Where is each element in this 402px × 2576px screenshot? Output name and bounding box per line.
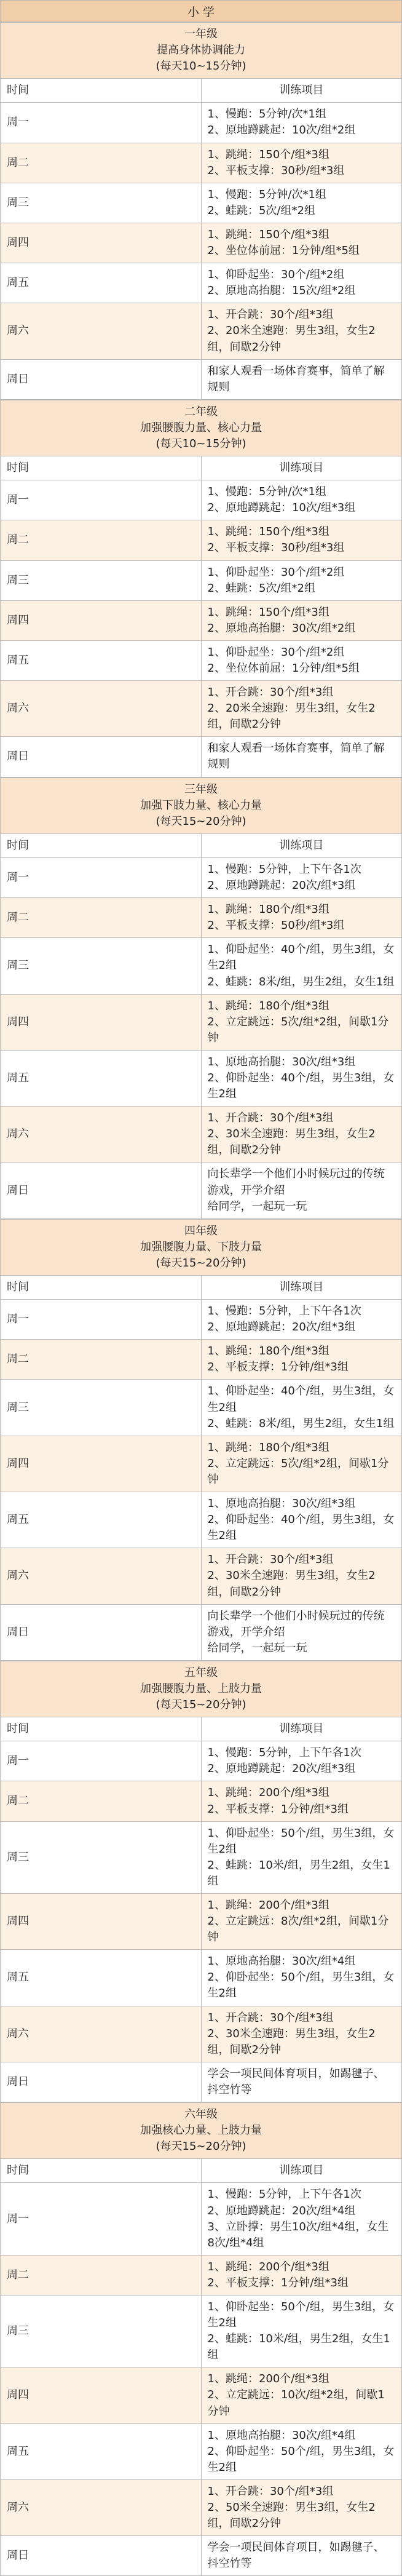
day-label: 周四 bbox=[1, 2367, 202, 2423]
grade-header-row bbox=[1, 23, 402, 79]
column-header-items: 训练项目 bbox=[201, 833, 402, 857]
day-label: 周二 bbox=[1, 1781, 202, 1821]
training-items bbox=[201, 520, 402, 560]
training-items bbox=[201, 560, 402, 600]
training-items bbox=[201, 1163, 402, 1218]
day-label: 周日 bbox=[1, 1604, 202, 1660]
training-item: 2、仰卧起坐：50个/组，男生3组，女生2组 bbox=[207, 2444, 395, 2474]
training-item: 学会一项民间体育项目，如踢毽子、抖空竹等 bbox=[207, 2541, 385, 2570]
training-item: 1、慢跑：5分钟/次*1组 bbox=[207, 188, 326, 201]
grade-table bbox=[0, 1219, 402, 1661]
grade-duration: (每天15~20分钟) bbox=[156, 1698, 246, 1712]
grade-header-row bbox=[1, 777, 402, 833]
table-row bbox=[1, 1300, 402, 1340]
training-item: 2、坐位体前屈：1分钟/组*5组 bbox=[207, 244, 360, 258]
day-label: 周四 bbox=[1, 994, 202, 1050]
table-row bbox=[1, 1548, 402, 1604]
training-item: 2、仰卧起坐：40个/组，男生3组，女生2组 bbox=[207, 1071, 395, 1101]
training-items bbox=[201, 857, 402, 897]
training-items bbox=[201, 263, 402, 303]
day-label: 周六 bbox=[1, 1548, 202, 1604]
training-item: 1、仰卧起坐：30个/组*2组 bbox=[207, 565, 345, 579]
training-item: 2、原地高抬腿：30次/组*2组 bbox=[207, 621, 356, 635]
training-items bbox=[201, 640, 402, 680]
training-items bbox=[201, 1604, 402, 1660]
training-items bbox=[201, 2479, 402, 2535]
training-item: 向长辈学一个他们小时候玩过的传统游戏，开学介绍 bbox=[207, 1609, 385, 1639]
day-label: 周五 bbox=[1, 640, 202, 680]
training-items bbox=[201, 303, 402, 359]
training-items bbox=[201, 223, 402, 263]
table-row bbox=[1, 1436, 402, 1492]
grade-focus: 提高身体协调能力 bbox=[157, 44, 245, 57]
training-item: 2、原地高抬腿：15次/组*2组 bbox=[207, 284, 356, 298]
column-header-items: 训练项目 bbox=[201, 1717, 402, 1741]
grade-table bbox=[0, 2102, 402, 2576]
table-row bbox=[1, 1950, 402, 2006]
day-label: 周日 bbox=[1, 737, 202, 777]
column-header-items: 训练项目 bbox=[201, 2159, 402, 2183]
grade-table bbox=[0, 400, 402, 777]
table-row bbox=[1, 223, 402, 263]
grade-header bbox=[1, 777, 402, 833]
day-label: 周三 bbox=[1, 938, 202, 994]
training-item: 1、跳绳：180个/组*3组 bbox=[207, 1345, 329, 1358]
day-label: 周一 bbox=[1, 857, 202, 897]
column-header-day: 时间 bbox=[1, 79, 202, 103]
column-header-day: 时间 bbox=[1, 833, 202, 857]
day-label: 周三 bbox=[1, 560, 202, 600]
training-item: 1、仰卧起坐：50个/组，男生3组，女生2组 bbox=[207, 2300, 395, 2330]
training-item: 1、跳绳：150个/组*3组 bbox=[207, 148, 329, 161]
training-items bbox=[201, 2255, 402, 2295]
grade-duration: (每天15~20分钟) bbox=[156, 2140, 246, 2153]
training-item: 1、跳绳：150个/组*3组 bbox=[207, 525, 329, 539]
training-item: 2、平板支撑：1分钟/组*3组 bbox=[207, 1802, 349, 1816]
grade-title: 六年级 bbox=[184, 2108, 218, 2121]
table-row bbox=[1, 1894, 402, 1950]
table-row bbox=[1, 2479, 402, 2535]
day-label: 周日 bbox=[1, 2062, 202, 2102]
table-row bbox=[1, 898, 402, 938]
training-item: 向长辈学一个他们小时候玩过的传统游戏，开学介绍 bbox=[207, 1167, 385, 1197]
grade-table bbox=[0, 777, 402, 1219]
day-label: 周五 bbox=[1, 1950, 202, 2006]
table-row bbox=[1, 2295, 402, 2367]
day-label: 周六 bbox=[1, 303, 202, 359]
grade-table bbox=[0, 1661, 402, 2102]
training-item: 1、开合跳：30个/组*3组 bbox=[207, 2011, 334, 2024]
grade-duration: (每天15~20分钟) bbox=[156, 814, 246, 828]
day-label: 周一 bbox=[1, 1741, 202, 1781]
day-label: 周五 bbox=[1, 1050, 202, 1106]
training-items bbox=[201, 1548, 402, 1604]
training-item: 和家人观看一场体育赛事，简单了解规则 bbox=[207, 364, 385, 394]
training-item: 2、原地蹲跳起：10次/组*2组 bbox=[207, 124, 356, 137]
table-row bbox=[1, 1821, 402, 1893]
training-item: 1、仰卧起坐：40个/组，男生3组，女生2组 bbox=[207, 1385, 395, 1414]
day-label: 周一 bbox=[1, 103, 202, 143]
grade-header-row bbox=[1, 2103, 402, 2159]
training-items bbox=[201, 2367, 402, 2423]
training-item: 2、50米全速跑：男生3组，女生2组，间歇2分钟 bbox=[207, 2501, 376, 2530]
table-row bbox=[1, 737, 402, 777]
training-item: 1、跳绳：200个/组*3组 bbox=[207, 1786, 329, 1800]
training-item: 1、跳绳：150个/组*3组 bbox=[207, 605, 329, 619]
training-items bbox=[201, 737, 402, 777]
training-item: 2、平板支撑：1分钟/组*3组 bbox=[207, 1361, 349, 1374]
training-item: 2、30米全速跑：男生3组，女生2组，间歇2分钟 bbox=[207, 1127, 376, 1157]
training-item: 2、蛙跳：8米/组，男生2组，女生1组 bbox=[207, 975, 395, 988]
training-item: 2、平板支撑：30秒/组*3组 bbox=[207, 164, 345, 177]
day-label: 周二 bbox=[1, 1340, 202, 1380]
table-row bbox=[1, 681, 402, 737]
training-item: 2、蛙跳：10米/组，男生2组，女生1组 bbox=[207, 1858, 390, 1888]
grade-title: 五年级 bbox=[184, 1666, 218, 1679]
grade-focus: 加强下肢力量、核心力量 bbox=[140, 798, 262, 812]
training-item: 2、平板支撑：50秒/组*3组 bbox=[207, 919, 345, 932]
grade-title: 四年级 bbox=[184, 1224, 218, 1238]
column-header-items: 训练项目 bbox=[201, 1276, 402, 1300]
grade-focus: 加强腰腹力量、上肢力量 bbox=[140, 1682, 262, 1695]
day-label: 周六 bbox=[1, 681, 202, 737]
training-items bbox=[201, 1436, 402, 1492]
page-title: 小 学 bbox=[0, 0, 402, 22]
training-items bbox=[201, 1050, 402, 1106]
training-item: 1、慢跑：5分钟，上下午各1次 bbox=[207, 1746, 361, 1760]
table-row bbox=[1, 2423, 402, 2479]
training-items bbox=[201, 2062, 402, 2102]
training-items bbox=[201, 2006, 402, 2062]
table-row bbox=[1, 303, 402, 359]
training-items bbox=[201, 2295, 402, 2367]
training-items bbox=[201, 898, 402, 938]
grade-header bbox=[1, 1219, 402, 1275]
training-items bbox=[201, 600, 402, 640]
training-item: 2、立定跳远：10次/组*2组，间歇1分钟 bbox=[207, 2388, 385, 2418]
training-item: 2、蛙跳：10米/组，男生2组，女生1组 bbox=[207, 2332, 390, 2362]
training-items bbox=[201, 1781, 402, 1821]
day-label: 周日 bbox=[1, 1163, 202, 1218]
table-row bbox=[1, 1380, 402, 1436]
grade-focus: 加强腰腹力量、核心力量 bbox=[140, 421, 262, 434]
table-row bbox=[1, 359, 402, 399]
day-label: 周六 bbox=[1, 1107, 202, 1163]
training-items bbox=[201, 1300, 402, 1340]
table-row bbox=[1, 2255, 402, 2295]
table-row bbox=[1, 1492, 402, 1548]
training-item: 1、仰卧起坐：30个/组*2组 bbox=[207, 645, 345, 659]
table-row bbox=[1, 480, 402, 520]
day-label: 周一 bbox=[1, 2183, 202, 2255]
training-item: 1、开合跳：30个/组*3组 bbox=[207, 2484, 334, 2498]
training-item: 2、30米全速跑：男生3组，女生2组，间歇2分钟 bbox=[207, 1569, 376, 1599]
day-label: 周五 bbox=[1, 1492, 202, 1548]
training-item: 1、跳绳：180个/组*3组 bbox=[207, 999, 329, 1012]
training-item: 1、开合跳：30个/组*3组 bbox=[207, 308, 334, 322]
training-item: 2、30米全速跑：男生3组，女生2组，间歇2分钟 bbox=[207, 2027, 376, 2056]
training-item: 2、坐位体前屈：1分钟/组*5组 bbox=[207, 662, 360, 675]
table-row bbox=[1, 600, 402, 640]
training-item: 1、原地高抬腿：30次/组*4组 bbox=[207, 2428, 356, 2442]
training-items bbox=[201, 1894, 402, 1950]
training-items bbox=[201, 480, 402, 520]
training-item: 2、蛙跳：5次/组*2组 bbox=[207, 581, 315, 595]
training-items bbox=[201, 1492, 402, 1548]
column-header-row bbox=[1, 79, 402, 103]
column-header-items: 训练项目 bbox=[201, 79, 402, 103]
training-items bbox=[201, 1107, 402, 1163]
training-items bbox=[201, 359, 402, 399]
training-item: 2、原地蹲跳起：20次/组*3组 bbox=[207, 879, 356, 892]
training-item: 2、立定跳远：8次/组*2组，间歇1分钟 bbox=[207, 1915, 389, 1944]
day-label: 周二 bbox=[1, 143, 202, 183]
training-item: 2、蛙跳：5次/组*2组 bbox=[207, 204, 315, 217]
day-label: 周三 bbox=[1, 1380, 202, 1436]
training-item: 2、原地蹲跳起：20次/组*3组 bbox=[207, 1321, 356, 1334]
training-item: 1、慢跑：5分钟/次*1组 bbox=[207, 108, 326, 121]
table-row bbox=[1, 1050, 402, 1106]
training-item: 3、立卧撑：男生10次/组*4组，女生8次/组*4组 bbox=[207, 2220, 389, 2249]
training-item: 给同学，一起玩一玩 bbox=[207, 1641, 307, 1655]
table-row bbox=[1, 2006, 402, 2062]
training-items bbox=[201, 2536, 402, 2576]
day-label: 周一 bbox=[1, 480, 202, 520]
training-items bbox=[201, 143, 402, 183]
training-item: 2、20米全速跑：男生3组，女生2组，间歇2分钟 bbox=[207, 702, 376, 731]
training-items bbox=[201, 938, 402, 994]
day-label: 周三 bbox=[1, 1821, 202, 1893]
day-label: 周五 bbox=[1, 263, 202, 303]
day-label: 周二 bbox=[1, 898, 202, 938]
training-item: 学会一项民间体育项目，如踢毽子、抖空竹等 bbox=[207, 2067, 385, 2096]
table-row bbox=[1, 994, 402, 1050]
table-row bbox=[1, 2183, 402, 2255]
table-row bbox=[1, 520, 402, 560]
training-item: 2、原地蹲跳起：20次/组*4组 bbox=[207, 2204, 356, 2217]
table-row bbox=[1, 1741, 402, 1781]
training-item: 2、仰卧起坐：50个/组，男生3组，女生2组 bbox=[207, 1971, 395, 2000]
grade-duration: (每天15~20分钟) bbox=[156, 1256, 246, 1270]
table-row bbox=[1, 103, 402, 143]
day-label: 周日 bbox=[1, 359, 202, 399]
training-items bbox=[201, 2183, 402, 2255]
training-item: 1、跳绳：150个/组*3组 bbox=[207, 228, 329, 241]
column-header-day: 时间 bbox=[1, 1276, 202, 1300]
day-label: 周日 bbox=[1, 2536, 202, 2576]
column-header-row bbox=[1, 1276, 402, 1300]
training-item: 1、慢跑：5分钟/次*1组 bbox=[207, 485, 326, 499]
table-row bbox=[1, 1107, 402, 1163]
training-item: 2、原地蹲跳起：20次/组*3组 bbox=[207, 1762, 356, 1776]
column-header-day: 时间 bbox=[1, 1717, 202, 1741]
training-item: 2、立定跳远：5次/组*2组，间歇1分钟 bbox=[207, 1015, 389, 1044]
grade-header-row bbox=[1, 1661, 402, 1717]
training-item: 和家人观看一场体育赛事，简单了解规则 bbox=[207, 742, 385, 771]
training-item: 2、原地蹲跳起：10次/组*3组 bbox=[207, 501, 356, 515]
grade-header bbox=[1, 23, 402, 79]
table-row bbox=[1, 2536, 402, 2576]
training-items bbox=[201, 994, 402, 1050]
grade-table bbox=[0, 22, 402, 400]
training-items bbox=[201, 681, 402, 737]
training-items bbox=[201, 1340, 402, 1380]
grade-focus: 加强核心力量、上肢力量 bbox=[140, 2124, 262, 2137]
table-row bbox=[1, 143, 402, 183]
grade-duration: (每天10~15分钟) bbox=[156, 437, 246, 450]
training-item: 1、跳绳：200个/组*3组 bbox=[207, 2372, 329, 2386]
table-row bbox=[1, 263, 402, 303]
column-header-day: 时间 bbox=[1, 2159, 202, 2183]
training-item: 2、20米全速跑：男生3组，女生2组，间歇2分钟 bbox=[207, 324, 376, 354]
training-item: 2、仰卧起坐：40个/组，男生3组，女生2组 bbox=[207, 1513, 395, 1543]
table-row bbox=[1, 1340, 402, 1380]
day-label: 周四 bbox=[1, 1894, 202, 1950]
table-row bbox=[1, 1604, 402, 1660]
day-label: 周四 bbox=[1, 1436, 202, 1492]
grade-sections bbox=[0, 22, 402, 2576]
training-item: 1、跳绳：200个/组*3组 bbox=[207, 1899, 329, 1912]
grade-header bbox=[1, 400, 402, 456]
table-row bbox=[1, 1163, 402, 1218]
training-items bbox=[201, 1821, 402, 1893]
grade-header-row bbox=[1, 1219, 402, 1275]
training-items bbox=[201, 2423, 402, 2479]
training-item: 1、慢跑：5分钟，上下午各1次 bbox=[207, 862, 361, 876]
training-item: 1、跳绳：200个/组*3组 bbox=[207, 2260, 329, 2273]
column-header-row bbox=[1, 833, 402, 857]
grade-focus: 加强腰腹力量、下肢力量 bbox=[140, 1240, 262, 1254]
table-row bbox=[1, 640, 402, 680]
column-header-row bbox=[1, 1717, 402, 1741]
table-row bbox=[1, 1781, 402, 1821]
table-row bbox=[1, 2367, 402, 2423]
training-item: 2、立定跳远：5次/组*2组，间歇1分钟 bbox=[207, 1457, 389, 1486]
table-row bbox=[1, 560, 402, 600]
training-item: 1、开合跳：30个/组*3组 bbox=[207, 1111, 334, 1125]
training-item: 2、平板支撑：30秒/组*3组 bbox=[207, 541, 345, 555]
grade-header bbox=[1, 1661, 402, 1717]
training-items bbox=[201, 1950, 402, 2006]
grade-title: 一年级 bbox=[184, 28, 218, 41]
column-header-items: 训练项目 bbox=[201, 456, 402, 480]
training-item: 1、开合跳：30个/组*3组 bbox=[207, 1553, 334, 1567]
training-item: 1、仰卧起坐：30个/组*2组 bbox=[207, 268, 345, 282]
table-row bbox=[1, 857, 402, 897]
training-item: 1、慢跑：5分钟，上下午各1次 bbox=[207, 2188, 361, 2201]
training-item: 1、仰卧起坐：40个/组，男生3组，女生2组 bbox=[207, 943, 395, 972]
training-item: 1、原地高抬腿：30次/组*3组 bbox=[207, 1055, 356, 1068]
day-label: 周三 bbox=[1, 2295, 202, 2367]
table-row bbox=[1, 938, 402, 994]
day-label: 周一 bbox=[1, 1300, 202, 1340]
training-item: 1、仰卧起坐：50个/组，男生3组，女生2组 bbox=[207, 1826, 395, 1856]
training-items bbox=[201, 1741, 402, 1781]
training-item: 1、跳绳：180个/组*3组 bbox=[207, 1441, 329, 1454]
training-item: 给同学，一起玩一玩 bbox=[207, 1199, 307, 1213]
grade-duration: (每天10~15分钟) bbox=[156, 60, 246, 73]
day-label: 周六 bbox=[1, 2479, 202, 2535]
table-row bbox=[1, 2062, 402, 2102]
training-item: 1、开合跳：30个/组*3组 bbox=[207, 686, 334, 699]
day-label: 周四 bbox=[1, 600, 202, 640]
training-item: 1、跳绳：180个/组*3组 bbox=[207, 903, 329, 916]
training-items bbox=[201, 183, 402, 223]
column-header-row bbox=[1, 456, 402, 480]
day-label: 周四 bbox=[1, 223, 202, 263]
grade-title: 二年级 bbox=[184, 405, 218, 418]
training-item: 1、慢跑：5分钟，上下午各1次 bbox=[207, 1305, 361, 1318]
day-label: 周五 bbox=[1, 2423, 202, 2479]
day-label: 周六 bbox=[1, 2006, 202, 2062]
table-row bbox=[1, 183, 402, 223]
day-label: 周二 bbox=[1, 2255, 202, 2295]
grade-title: 三年级 bbox=[184, 782, 218, 796]
grade-header-row bbox=[1, 400, 402, 456]
training-item: 2、蛙跳：8米/组，男生2组，女生1组 bbox=[207, 1417, 395, 1430]
training-item: 1、原地高抬腿：30次/组*4组 bbox=[207, 1955, 356, 1968]
training-items bbox=[201, 1380, 402, 1436]
column-header-row bbox=[1, 2159, 402, 2183]
grade-header bbox=[1, 2103, 402, 2159]
day-label: 周二 bbox=[1, 520, 202, 560]
day-label: 周三 bbox=[1, 183, 202, 223]
column-header-day: 时间 bbox=[1, 456, 202, 480]
training-item: 1、原地高抬腿：30次/组*3组 bbox=[207, 1497, 356, 1511]
training-item: 2、平板支撑：1分钟/组*3组 bbox=[207, 2276, 349, 2289]
training-items bbox=[201, 103, 402, 143]
